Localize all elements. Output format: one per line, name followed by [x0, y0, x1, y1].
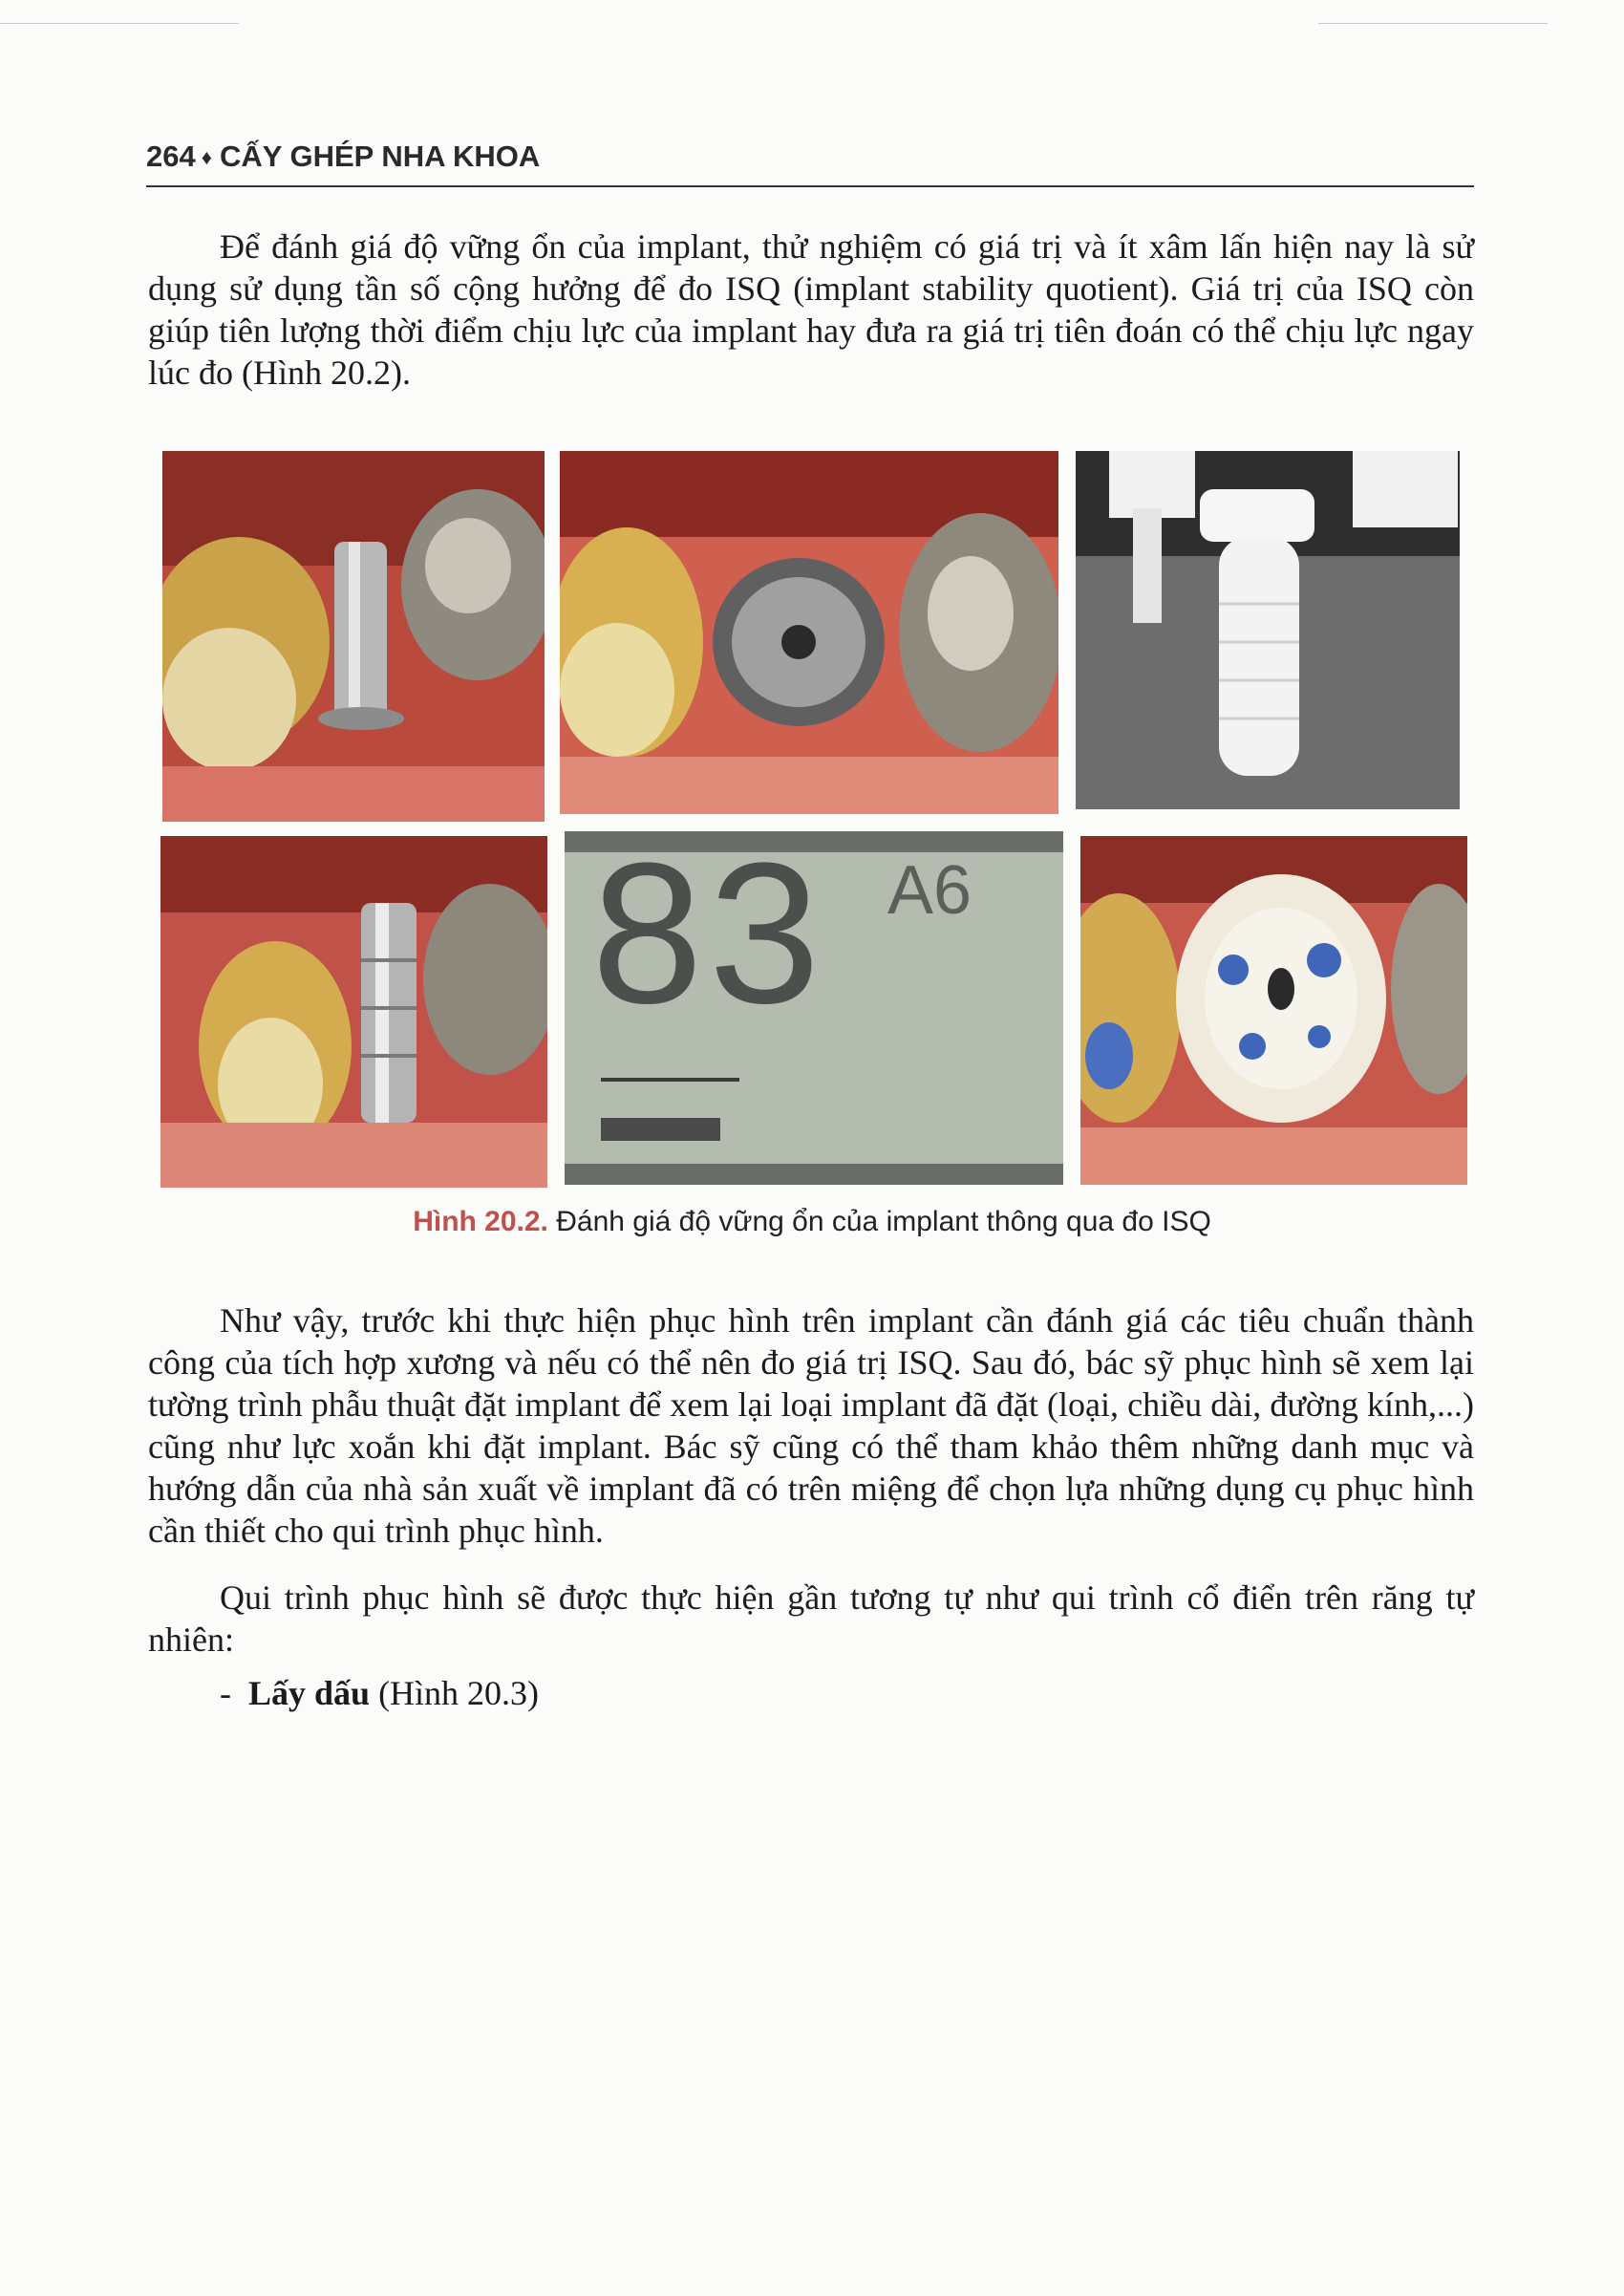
- figure-caption: [0, 1206, 1624, 1238]
- isq-bar-line: [601, 1078, 739, 1082]
- photo-smartpeg: [160, 836, 547, 1188]
- photo-radiograph: [1076, 451, 1460, 809]
- scan-artifact-line: [1318, 23, 1548, 24]
- figure-label: Hình 20.2.: [413, 1206, 548, 1237]
- isq-bar-indicator: [601, 1118, 720, 1141]
- paragraph-intro: Để đánh giá độ vững ổn của implant, thử nghiệm có giá trị và ít xâm lấn hiện nay là sử dụng sử dụng tần số cộng hưởng để đo ISQ (implant stability quotient). Giá trị của ISQ còn giúp tiên lượng thời điểm chịu lực của implant hay đưa ra giá trị tiên đoán có thể chịu lực ngay lúc đo (Hình 20.2).: [148, 227, 1474, 392]
- list-item: [220, 1672, 539, 1714]
- running-header: [146, 139, 1474, 187]
- isq-value: 83: [591, 831, 826, 1045]
- isq-display: [565, 831, 1063, 1185]
- diamond-icon: ♦: [201, 145, 212, 169]
- book-title: CẤY GHÉP NHA KHOA: [219, 139, 541, 173]
- photo-crown-occlusal: [1080, 836, 1467, 1185]
- bullet-dash: -: [220, 1674, 231, 1712]
- paragraph-prosthetic-evaluation: Như vậy, trước khi thực hiện phục hình trên implant cần đánh giá các tiêu chuẩn thành công của tích hợp xương và nếu có thể nên đo giá trị ISQ. Sau đó, bác sỹ phục hình sẽ xem lại tường trình phẫu thuật đặt implant để xem lại loại implant đã đặt (loại, chiều dài, đường kính,...) cũng như lực xoắn khi đặt implant. Bác sỹ cũng có thể tham khảo thêm những danh mục và hướng dẫn của nhà sản xuất về implant đã có trên miệng để chọn lựa những dụng cụ phục hình cần thiết cho qui trình phục hình.: [148, 1301, 1474, 1550]
- photo-healing-abutment: [560, 451, 1058, 814]
- figure-20-2: [160, 449, 1469, 1185]
- scan-artifact-line: [0, 23, 239, 24]
- figure-caption-text: Đánh giá độ vững ổn của implant thông qua đo ISQ: [556, 1206, 1211, 1237]
- paragraph-procedure: Qui trình phục hình sẽ được thực hiện gần tương tự như qui trình cổ điển trên răng tự nhiên:: [148, 1578, 1474, 1659]
- photo-implant-mount: [162, 451, 545, 822]
- bullet-bold-text: Lấy dấu: [248, 1674, 371, 1712]
- isq-code: A6: [887, 852, 972, 929]
- page-number: 264: [146, 139, 196, 173]
- bullet-ref-text: (Hình 20.3): [370, 1674, 540, 1712]
